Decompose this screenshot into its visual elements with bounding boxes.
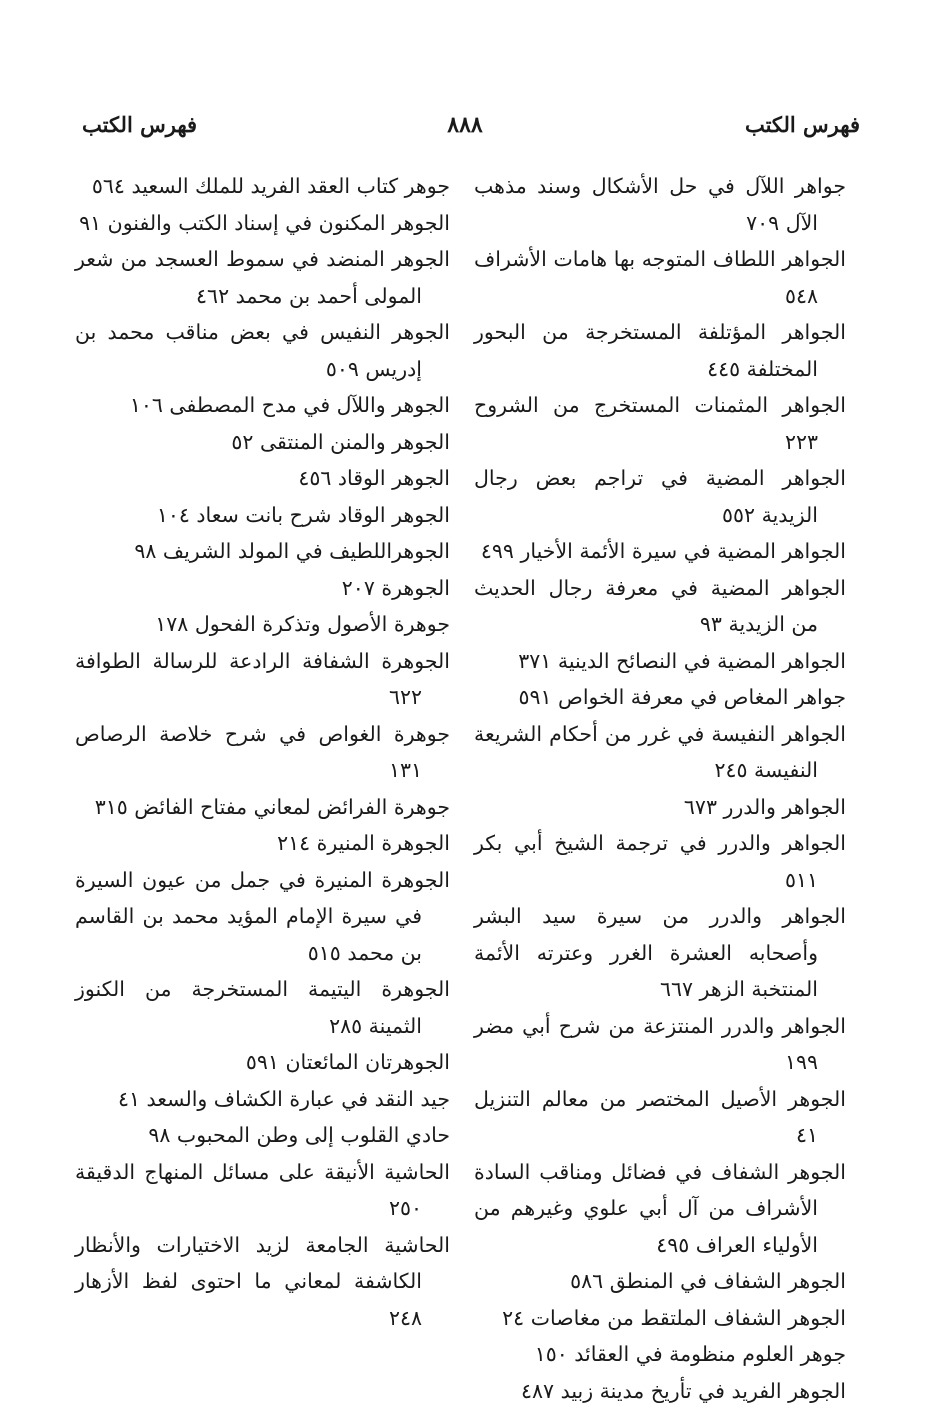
index-entry: الجوهر الشفاف في المنطق ٥٨٦: [474, 1263, 846, 1300]
index-entry: الجواهر المضية في سيرة الأئمة الأخيار ٤٩٩: [474, 533, 846, 570]
index-entry: الجوهرة ٢٠٧: [75, 570, 450, 607]
index-entry: الحاشية الأنيقة على مسائل المنهاج الدقيقة ٢٥٠: [75, 1154, 450, 1227]
index-entry: الجواهر المضية في النصائح الدينية ٣٧١: [474, 643, 846, 680]
index-entry: الجوهر المنضد في سموط العسجد من شعر المولى أحمد بن محمد ٤٦٢: [75, 241, 450, 314]
index-entry: الجواهر والدرر المنتزعة من شرح أبي مضر ١٩٩: [474, 1008, 846, 1081]
index-entry: الجوهرة اليتيمة المستخرجة من الكنوز الثمينة ٢٨٥: [75, 971, 450, 1044]
index-entry: جواهر المغاص في معرفة الخواص ٥٩١: [474, 679, 846, 716]
index-entry: جوهر العلوم منظومة في العقائد ١٥٠: [474, 1336, 846, 1373]
index-entry: الجواهر المضية في تراجم بعض رجال الزيدية ٥٥٢: [474, 460, 846, 533]
index-entry: الجوهرة المنيرة في جمل من عيون السيرة في سيرة الإمام المؤيد محمد بن القاسم بن محمد ٥١٥: [75, 862, 450, 972]
index-entry: الجوهر الشفاف الملتقط من مغاصات ٢٤: [474, 1300, 846, 1337]
index-entry: جوهرة الفرائض لمعاني مفتاح الفائض ٣١٥: [75, 789, 450, 826]
index-entry: الجواهر والدرر من سيرة سيد البشر وأصحابه العشرة الغرر وعترته الأئمة المنتخبة الزهر ٦٦٧: [474, 898, 846, 1008]
index-entry: جوهرة الغواص في شرح خلاصة الرصاص ١٣١: [75, 716, 450, 789]
index-entry: جوهرة الأصول وتذكرة الفحول ١٧٨: [75, 606, 450, 643]
running-title-left: فهرس الكتب: [82, 112, 197, 137]
left-column: [75, 168, 450, 1336]
index-entry: الجوهرتان المائعتان ٥٩١: [75, 1044, 450, 1081]
index-entry: الجوهر المكنون في إسناد الكتب والفنون ٩١: [75, 205, 450, 242]
index-entry: حادي القلوب إلى وطن المحبوب ٩٨: [75, 1117, 450, 1154]
index-entry: جوهر كتاب العقد الفريد للملك السعيد ٥٦٤: [75, 168, 450, 205]
index-entry: الجواهر والدرر في ترجمة الشيخ أبي بكر ٥١١: [474, 825, 846, 898]
index-entry: الجوهرة الشفافة الرادعة للرسالة الطوافة ٦٢٢: [75, 643, 450, 716]
running-title-right: فهرس الكتب: [745, 112, 860, 137]
index-entry: الجوهر الوقاد ٤٥٦: [75, 460, 450, 497]
index-entry: جيد النقد في عبارة الكشاف والسعد ٤١: [75, 1081, 450, 1118]
index-entry: الجوهر الوقاد شرح بانت سعاد ١٠٤: [75, 497, 450, 534]
index-entry: الجواهر المؤتلفة المستخرجة من البحور المختلفة ٤٤٥: [474, 314, 846, 387]
index-entry: الجوهراللطيف في المولد الشريف ٩٨: [75, 533, 450, 570]
page-number: ٨٨٨: [70, 112, 860, 138]
index-entry: الجوهر الشفاف في فضائل ومناقب السادة الأشراف من آل أبي علوي وغيرهم من الأولياء العراف ٤٩٥: [474, 1154, 846, 1264]
index-entry: الجوهرة المنيرة ٢١٤: [75, 825, 450, 862]
index-entry: الجواهر والدرر ٦٧٣: [474, 789, 846, 826]
index-entry: الجوهر النفيس في بعض مناقب محمد بن إدريس ٥٠٩: [75, 314, 450, 387]
index-entry: الجواهر النفيسة في غرر من أحكام الشريعة النفيسة ٢٤٥: [474, 716, 846, 789]
index-entry: الجوهر والمنن المنتقى ٥٢: [75, 424, 450, 461]
index-entry: الحاشية الجامعة لزيد الاختيارات والأنظار الكاشفة لمعاني ما احتوى لفظ الأزهار ٢٤٨: [75, 1227, 450, 1337]
page-header: [70, 112, 860, 152]
index-entry: الجواهر المضية في معرفة رجال الحديث من الزيدية ٩٣: [474, 570, 846, 643]
index-entry: الجوهر الفريد في تأريخ مدينة زبيد ٤٨٧: [474, 1373, 846, 1409]
index-entry: الجواهر اللطاف المتوجه بها هامات الأشراف ٥٤٨: [474, 241, 846, 314]
right-column: [474, 168, 846, 1409]
index-entry: جواهر اللآل في حل الأشكال وسند مذهب الآل ٧٠٩: [474, 168, 846, 241]
index-entry: الجوهر واللآل في مدح المصطفى ١٠٦: [75, 387, 450, 424]
index-entry: الجوهر الأصيل المختصر من معالم التنزيل ٤١: [474, 1081, 846, 1154]
index-entry: الجواهر المثمنات المستخرج من الشروح ٢٢٣: [474, 387, 846, 460]
